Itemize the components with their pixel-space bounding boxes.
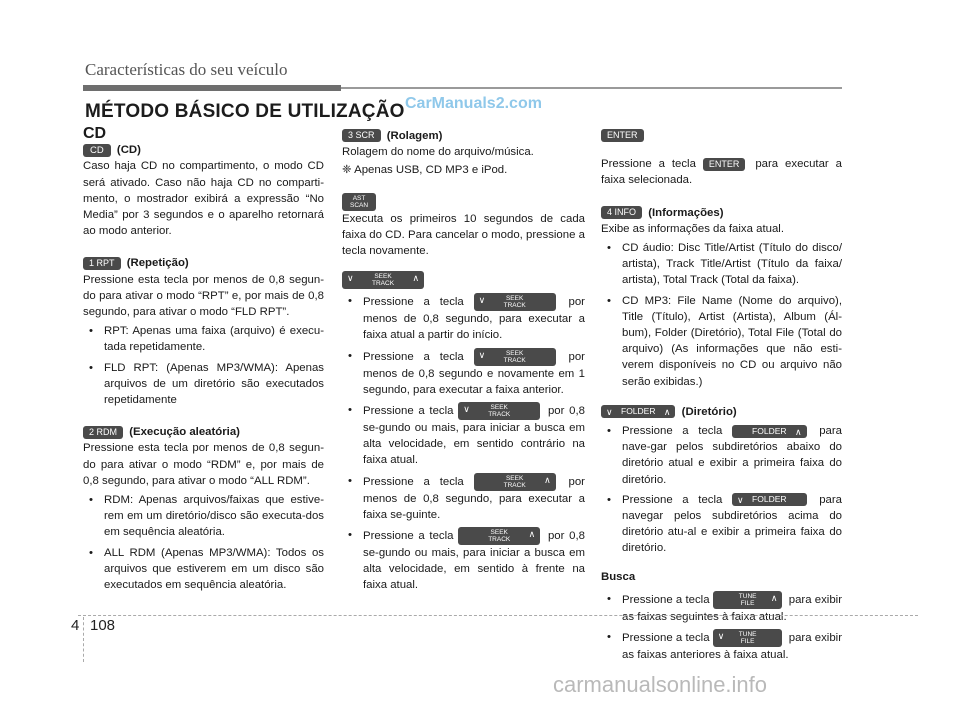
folder-down-key: ∨ FOLDER	[732, 493, 806, 506]
seek-item-4: • Pressione a tecla SEEK TRACK ∧ por menos de 0,8 segundo, para executar a faixa se-guinte.	[342, 473, 585, 523]
watermark-top: CarManuals2.com	[405, 95, 542, 112]
enter-key-inline: ENTER	[703, 158, 746, 171]
footer-rule	[78, 615, 918, 616]
info-key: 4 INFO	[601, 206, 642, 219]
chevron-up-icon: ∧	[528, 529, 536, 540]
column-2	[342, 128, 585, 598]
ast-scan-key: AST SCAN	[342, 193, 376, 211]
chevron-down-icon: ∨	[606, 407, 613, 418]
chevron-up-icon: ∧	[770, 592, 778, 603]
seek-item-5: • Pressione a tecla SEEK TRACK ∧ por 0,8 se-gundo ou mais, para iniciar a busca em alta velocidade, em sentido à frente na faixa atual.	[342, 527, 585, 594]
folder-list	[601, 423, 842, 557]
scr-text: Rolagem do nome do arquivo/música.	[342, 146, 534, 159]
rpt-key: 1 RPT	[83, 257, 121, 270]
seek-up-key: SEEK TRACK ∧	[474, 473, 556, 491]
note-icon: ❈	[342, 164, 352, 177]
watermark-bottom: carmanualsonline.info	[553, 672, 768, 697]
busca-item-2: • Pressione a tecla ∨ TUNE FILE para exibir as faixas anteriores à faixa atual.	[601, 629, 842, 663]
rpt-item-2: • FLD RPT: (Apenas MP3/WMA): Apenas arquivos de um diretório são executados repetidamente	[83, 360, 324, 409]
enter-key: ENTER	[601, 129, 644, 142]
info-item-1: • CD áudio: Disc Title/Artist (Título do disco/ artista), Track Title/Artist (Título da faixa/ artista), Total Track (Total da faixa).	[601, 240, 842, 289]
seek-up-key: SEEK TRACK ∧	[458, 527, 540, 545]
seek-down-key: ∨ SEEK TRACK	[474, 293, 556, 311]
rpt-heading: (Repetição)	[126, 257, 189, 270]
folder-heading: (Diretório)	[681, 405, 737, 418]
scr-heading: (Rolagem)	[386, 130, 443, 142]
folder-up-key: FOLDER ∧	[732, 425, 806, 438]
footer-vrule	[83, 617, 84, 662]
chevron-down-icon: ∨	[737, 495, 744, 506]
column-1	[83, 126, 324, 597]
enter-text: Pressione a tecla ENTER para executar a faixa selecionada.	[601, 158, 842, 187]
rdm-heading: (Execução aleatória)	[129, 426, 240, 439]
rpt-text: Pressione esta tecla por menos de 0,8 segun-do para ativar o modo “RPT” e, por mais de 0,8 segundo, para ativar o modo “FLD RPT”.	[83, 273, 324, 319]
busca-item-1: • Pressione a tecla TUNE FILE ∧ para exibir as faixas seguintes à faixa atual.	[601, 591, 842, 625]
header-title: Características do seu veículo	[85, 60, 288, 79]
rpt-item-1: • RPT: Apenas uma faixa (arquivo) é execu-tada repetidamente.	[83, 323, 324, 355]
chevron-down-icon: ∨	[463, 404, 470, 415]
busca-list	[601, 591, 842, 663]
seek-item-1: • Pressione a tecla ∨ SEEK TRACK por menos de 0,8 segundo, para executar a faixa atual a partir do início.	[342, 293, 585, 343]
chapter-number: 4	[71, 617, 80, 634]
rdm-item-1: • RDM: Apenas arquivos/faixas que estive-rem em um diretório/disco são executa-dos em sequência aleatória.	[83, 492, 324, 541]
rdm-list	[83, 492, 324, 593]
chevron-up-icon: ∧	[412, 273, 420, 284]
info-item-2: • CD MP3: File Name (Nome do arquivo), Title (Título), Artist (Artista), Album (Ál-bum), Folder (Diretório), Total File (Total do arquivo) (As informações que não esti-verem disponíveis no CD ou arquivo não serão exibidas.)	[601, 293, 842, 390]
column-3	[601, 128, 842, 667]
section-title: MÉTODO BÁSICO DE UTILIZAÇÃO	[85, 101, 405, 122]
rdm-text: Pressione esta tecla por menos de 0,8 segun-do para ativar o modo “RDM” e, por mais de 0,8 segundo, para ativar o modo “ALL RDM”.	[83, 442, 324, 487]
chevron-up-icon: ∧	[794, 426, 802, 437]
folder-item-1: • Pressione a tecla FOLDER ∧ para nave-gar pelos subdiretórios abaixo do diretório atual e exibir a primeira faixa do diretório.	[601, 423, 842, 488]
cd-key: CD	[83, 144, 111, 157]
tune-down-key: ∨ TUNE FILE	[713, 629, 783, 647]
chevron-down-icon: ∨	[478, 295, 486, 306]
page-number: 108	[90, 617, 116, 634]
rdm-item-2: • ALL RDM (Apenas MP3/WMA): Todos os arquivos que estiverem em um disco são executados em sequência aleatória.	[83, 545, 324, 594]
rpt-list	[83, 323, 324, 408]
ast-text: Executa os primeiros 10 segundos de cada faixa do CD. Para cancelar o modo, pressione a tecla novamente.	[342, 212, 585, 258]
header-rule	[341, 87, 842, 89]
chevron-up-icon: ∧	[663, 407, 671, 418]
header-bar	[83, 85, 341, 91]
tune-up-key: TUNE FILE ∧	[713, 591, 783, 609]
seek-item-3: • Pressione a tecla ∨ SEEK TRACK por 0,8 se-gundo ou mais, para iniciar a busca em alta velocidade, em sentido contrário na faixa atual.	[342, 402, 585, 469]
scr-key: 3 SCR	[342, 129, 381, 142]
seek-list	[342, 293, 585, 593]
chevron-down-icon: ∨	[717, 631, 725, 642]
cd-text: Caso haja CD no compartimento, o modo CD será ativado. Caso não haja CD no comparti-mento, o mostrador exibirá a expressão “No Media” por 3 segundos e o aparelho retornará ao modo anterior.	[83, 160, 324, 238]
chevron-down-icon: ∨	[347, 273, 354, 284]
info-heading: (Informações)	[648, 206, 724, 219]
seek-down-key: ∨ SEEK TRACK	[458, 402, 540, 420]
chevron-down-icon: ∨	[478, 349, 486, 360]
cd-title: CD	[83, 125, 107, 142]
scr-note: Apenas USB, CD MP3 e iPod.	[354, 164, 508, 177]
info-text: Exibe as informações da faixa atual.	[601, 222, 784, 235]
busca-heading: Busca	[601, 570, 636, 583]
folder-key: ∨ FOLDER ∧	[601, 405, 675, 418]
seek-down-key: ∨ SEEK TRACK	[474, 348, 556, 366]
seek-item-2: • Pressione a tecla ∨ SEEK TRACK por menos de 0,8 segundo e novamente em 1 segundo, para executar a faixa anterior.	[342, 348, 585, 398]
seek-track-key: ∨ SEEK TRACK ∧	[342, 271, 424, 289]
chevron-up-icon: ∧	[544, 474, 551, 485]
info-list	[601, 240, 842, 390]
folder-item-2: • Pressione a tecla ∨ FOLDER para navegar pelos subdiretórios acima do diretório atu-al e exibir a primeira faixa do diretório.	[601, 492, 842, 557]
rdm-key: 2 RDM	[83, 426, 123, 439]
cd-heading: (CD)	[116, 144, 141, 157]
